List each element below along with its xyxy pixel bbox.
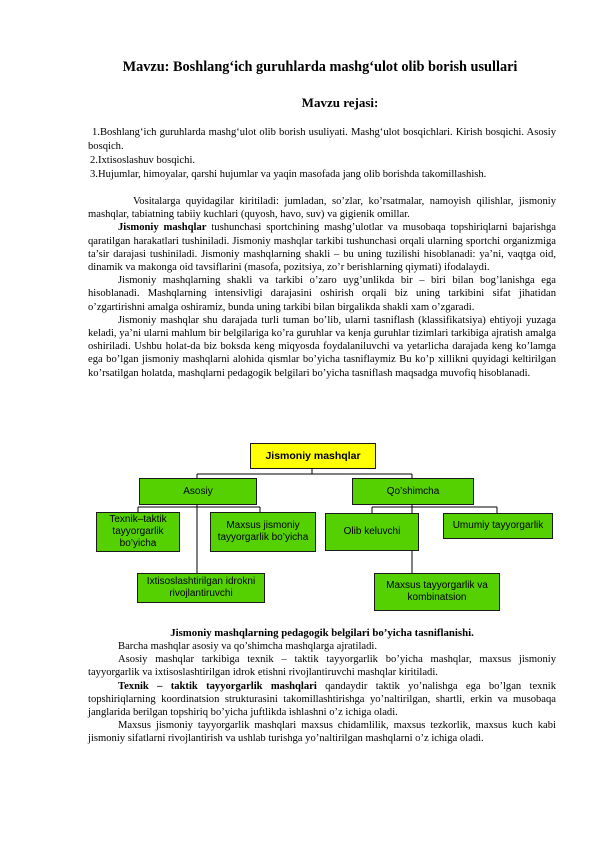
bold-term: Texnik – taktik tayyorgarlik mashqlari xyxy=(118,680,317,692)
diagram-maxsus-jismoniy-box: Maxsus jismoniy tayyorgarlik bo’yicha xyxy=(210,512,316,552)
diagram-olib-keluvchi-box: Olib keluvchi xyxy=(325,513,419,551)
plan-item-3: 3.Hujumlar, himoyalar, qarshi hujumlar va yaqin masofada jang olib borishda takomillashish. xyxy=(90,169,487,180)
paragraph-shakli: Jismoniy mashqlarning shakli va tarkibi o’zaro uyg’unlikda bir – biri bilan bog’lanishga ega hisoblanadi. Mashqlarning intensivligi darajasini oshirish orqali biz uning tarkibini sifat jihatidan o’zgartirishni amalga oshiramiz, bunda uning tarkibi bilan birgalikda shakli xam o’zgaradi. xyxy=(88,275,556,313)
paragraph-maxsus-jismoniy: Maxsus jismoniy tayyorgarlik mashqlari maxsus chidamlilik, maxsus tezkorlik, maxsus kuch kabi jismoniy sifatlarni rivojlantirish va ushlab turishga yo’naltirilgan mashqlarni o’z ichiga oladi. xyxy=(88,720,556,745)
paragraph-asosiy: Asosiy mashqlar tarkibiga texnik – taktik tayyorgarlik bo’yicha mashqlar, maxsus jismoniy tayyorgarlik va ixtisoslashtirilgan idrok etishni rivojlantiruvchi mashqlar kiritiladi. xyxy=(88,654,556,679)
diagram-qoshimcha-box: Qo’shimcha xyxy=(352,478,474,505)
diagram-caption: Jismoniy mashqlarning pedagogik belgilari bo’yicha tasniflanishi. xyxy=(170,627,474,639)
diagram-umumiy-box: Umumiy tayyorgarlik xyxy=(443,513,553,539)
plan-item-2: 2.Ixtisoslashuv bosqichi. xyxy=(90,155,196,166)
paragraph-barcha: Barcha mashqlar asosiy va qo’shimcha mashqlarga ajratiladi. xyxy=(118,641,377,652)
diagram-root-box: Jismoniy mashqlar xyxy=(250,443,376,469)
diagram-ixtisoslashtirilgan-box: Ixtisoslashtirilgan idrokni rivojlantiruvchi xyxy=(137,573,265,603)
paragraph-vositalar: Vositalarga quyidagilar kiritiladi: jumladan, so’zlar, ko’rsatmalar, namoyish qilishlar, jismoniy mashqlar, tabiatning tabiiy kuchlari (quyosh, havo, suv) va gigienik omillar. xyxy=(88,196,556,221)
paragraph-tasniflash: Jismoniy mashqlar shu darajada turli tuman bo’lib, ularni tasniflash (klassifikatsiya) ehtiyoji yuzaga keladi, ya’ni ularni mahlum bir belgilariga ko’ra guruhlar va kenja guruhlar tizimlari tarkibiga ajratish amalga oshiriladi. Ushbu holat-da biz boksda keng miqyosda foydalaniluvchi va yetarlicha darajada keng ko’lamga ega bo’lgan jismoniy mashqlarni alohida qismlar bo’yicha tasniflaymiz Bu ko’p xillikni quyidagi keltirilgan ko’rsatilgan holatda, mashqlarni pedagogik belgilari bo’yicha tasniflash maqsadga muvofiq hisoblanadi. xyxy=(88,314,556,379)
diagram-texnik-taktik-box: Texnik–taktik tayyorgarlik bo’yicha xyxy=(96,512,180,552)
page-title: Mavzu: Boshlang‘ich guruhlarda mashg‘ulot olib borish usullari xyxy=(122,59,518,75)
plan-heading: Mavzu rejasi: xyxy=(301,95,379,110)
paragraph-text: tushunchasi sportchining mashg’ulotlar va musobaqa topshiriqlarni bajarishga qaratilgan harakatlari tushiniladi. Jismoniy mashqlar tarkibi tushunchasi orqali ularning sportchi organizmiga ta’sir darajasi tushiniladi. Jismoniy mashqlarning shakli – bu uning tuzilishi hisoblanadi: ya’ni, vaqtga oid, dinamik va makonga oid tavsiflarini (masofa, pozitsiya, zo’r berishlarning qiymati) ifodalaydi. xyxy=(88,222,556,274)
paragraph-texnik-taktik xyxy=(88,680,556,720)
diagram-asosiy-box: Asosiy xyxy=(139,478,257,505)
diagram-maxsus-tayyorgarlik-box: Maxsus tayyorgarlik va kombinatsion xyxy=(374,573,500,611)
body-text-lower xyxy=(88,640,556,746)
paragraph-text: qandaydir taktik yo’nalishga ega bo’lgan texnik topshiriqlarning koordinatsion strukturasini takomillashtirishga yo’naltirilgan, shartli, erkin va musobaqa janglarida berilgan topshiriq bo’yicha juftlikda ishlashni o’z ichiga oladi. xyxy=(88,680,556,719)
plan-item-1: 1.Boshlang‘ich guruhlarda mashg‘ulot olib borish usuliyati. Mashg‘ulot bosqichlari. Kirish bosqichi. Asosiy bosqich. xyxy=(88,127,556,152)
bold-term: Jismoniy mashqlar xyxy=(118,222,207,234)
